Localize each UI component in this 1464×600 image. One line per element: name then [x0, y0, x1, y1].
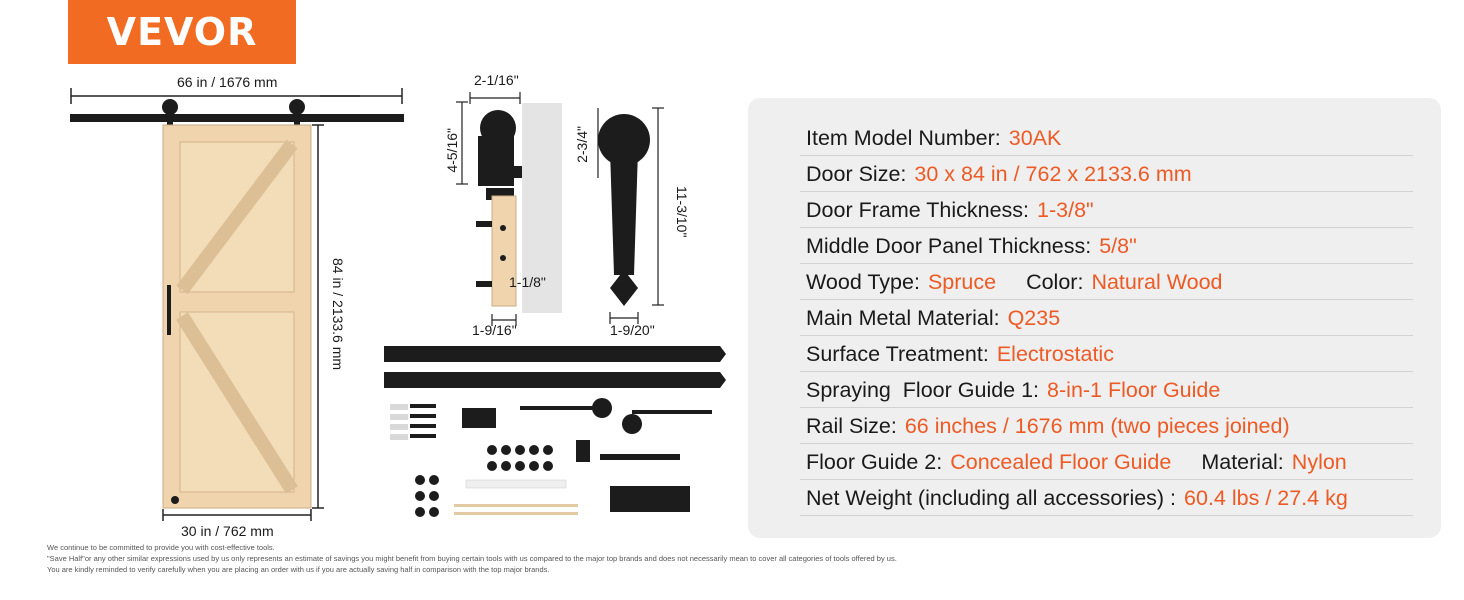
door-diagram [60, 80, 360, 540]
spec-value: 1-3/8" [1037, 197, 1094, 222]
spec-label: Floor Guide 2: [806, 449, 943, 474]
rail-dimension-extension [320, 80, 410, 130]
door-height-label: 84 in / 2133.6 mm [330, 258, 346, 371]
hanger-bottom-width-label: 1-9/16" [472, 322, 517, 338]
spec-row-metal-material [806, 300, 1413, 336]
spec-value: 30 x 84 in / 762 x 2133.6 mm [914, 161, 1192, 186]
disclaimer-line: You are kindly reminded to verify carefully when you are placing an order with us if you are actually saving half in comparison with the top major brands. [47, 565, 550, 574]
spec-value: Electrostatic [996, 341, 1114, 366]
strap-top-height-label: 2-3/4" [574, 126, 590, 163]
vevor-logo [68, 0, 296, 64]
spec-value: 8-in-1 Floor Guide [1047, 377, 1221, 402]
spec-label: Net Weight (including all accessories) : [806, 485, 1177, 510]
strap-bottom-width-label: 1-9/20" [610, 322, 655, 338]
spec-value-secondary: Natural Wood [1091, 269, 1223, 294]
spec-row-frame-thickness [806, 192, 1413, 228]
spec-label-secondary: Material: [1201, 449, 1284, 474]
spec-label: Door Frame Thickness: [806, 197, 1030, 222]
spec-label: Wood Type: [806, 269, 920, 294]
spec-row-net-weight [806, 480, 1413, 516]
logo-text: VEVOR [106, 10, 258, 54]
board-thickness-label: 1-1/8" [509, 274, 546, 290]
spec-label: Rail Size: [806, 413, 897, 438]
hanger-wheel-height-label: 4-5/16" [444, 128, 460, 173]
spec-value: Spruce [927, 269, 997, 294]
spec-row-wood-color [806, 264, 1413, 300]
spec-label: Door Size: [806, 161, 907, 186]
disclaimer-line: "Save Half"or any other similar expressions used by us only represents an estimate of savings you might benefit from buying certain tools with us compared to the major top brands and does not necessarily mean to cover all categories of tools offered by us. [47, 554, 897, 563]
hanger-top-width-label: 2-1/16" [474, 72, 519, 88]
rail-width-label: 66 in / 1676 mm [177, 74, 278, 90]
spec-row-surface-treatment [806, 336, 1413, 372]
spec-row-door-size [806, 156, 1413, 192]
spec-value-secondary: Nylon [1291, 449, 1347, 474]
spec-row-floor-guide-2 [806, 444, 1413, 480]
spec-row-panel-thickness [806, 228, 1413, 264]
spec-label: Item Model Number: [806, 125, 1001, 150]
spec-label: Middle Door Panel Thickness: [806, 233, 1092, 258]
spec-label: Spraying Floor Guide 1: [806, 377, 1040, 402]
spec-value: 5/8" [1099, 233, 1137, 258]
spec-value: Concealed Floor Guide [950, 449, 1172, 474]
spec-value: 30AK [1008, 125, 1062, 150]
spec-label: Main Metal Material: [806, 305, 1000, 330]
hardware-kit-image [380, 340, 740, 530]
spec-row-model [806, 120, 1413, 156]
disclaimer-line: We continue to be committed to provide you with cost-effective tools. [47, 543, 275, 552]
spec-value: Q235 [1007, 305, 1061, 330]
spec-label-secondary: Color: [1026, 269, 1084, 294]
spec-panel [748, 98, 1441, 538]
spec-value: 66 inches / 1676 mm (two pieces joined) [904, 413, 1290, 438]
spec-label: Surface Treatment: [806, 341, 989, 366]
spec-row-rail-size [806, 408, 1413, 444]
strap-total-height-label: 11-3/10" [674, 186, 690, 238]
spec-value: 60.4 lbs / 27.4 kg [1184, 485, 1348, 510]
spec-row-floor-guide-1 [806, 372, 1413, 408]
door-width-label: 30 in / 762 mm [181, 523, 274, 539]
